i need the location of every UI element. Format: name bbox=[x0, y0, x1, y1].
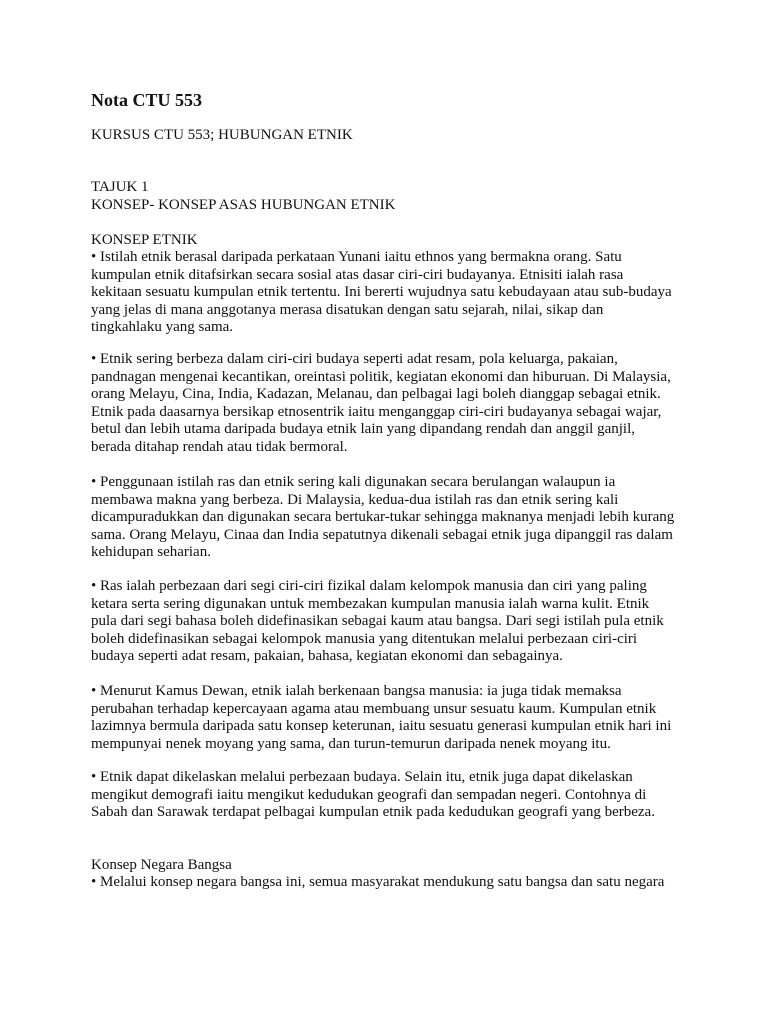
paragraph-3 bbox=[91, 474, 681, 562]
paragraph-line: membawa makna yang berbeza. Di Malaysia, kedua-dua istilah ras dan etnik sering kali bbox=[91, 491, 619, 508]
paragraph-line: budaya seperti adat resam, pakaian, bahasa, kegiatan ekonomi dan sebagainya. bbox=[91, 648, 563, 664]
paragraph-line: Etnik pada daasarnya bersikap etnosentrik iaitu menganggap ciri-ciri budayanya sebagai wajar, bbox=[91, 403, 662, 420]
paragraph-line: mengikut demografi iaitu mengikut kedudukan geografi dan sempadan negeri. Contohnya di bbox=[91, 786, 647, 803]
paragraph-line: perubahan terhadap kepercayaan agama atau membuang unsur sesuatu kaum. Kumpulan etnik bbox=[91, 700, 657, 717]
section2-paragraph: • Melalui konsep negara bangsa ini, semua masyarakat mendukung satu bangsa dan satu negara bbox=[91, 874, 665, 890]
course-title: KURSUS CTU 553; HUBUNGAN ETNIK bbox=[91, 127, 353, 143]
paragraph-line: • Etnik sering berbeza dalam ciri-ciri budaya seperti adat resam, pola keluarga, pakaian, bbox=[91, 351, 618, 367]
paragraph-line: mempunyai nenek moyang yang sama, dan turun-temurun daripada nenek moyang itu. bbox=[91, 735, 611, 752]
paragraph-line: pandnagan mengenai kecantikan, oreintasi politik, kegiatan ekonomi dan hiburuan. Di Malaysia, bbox=[91, 368, 671, 385]
paragraph-4 bbox=[91, 578, 681, 666]
paragraph-line: sama. Orang Melayu, Cinaa dan India sepatutnya dikenali sebagai etnik juga dipanggil ras dalam bbox=[91, 526, 673, 543]
paragraph-line: • Menurut Kamus Dewan, etnik ialah berkenaan bangsa manusia: ia juga tidak memaksa bbox=[91, 683, 622, 699]
paragraph-line: Sabah dan Sarawak terdapat pelbagai kumpulan etnik pada kedudukan geografi yang berbeza. bbox=[91, 804, 655, 820]
paragraph-line: ketara serta sering digunakan untuk membezakan kumpulan manusia ialah warna kulit. Etnik bbox=[91, 595, 650, 612]
tajuk-label: TAJUK 1 bbox=[91, 179, 149, 195]
paragraph-line: tingkahlaku yang sama. bbox=[91, 319, 234, 335]
paragraph-line: • Etnik dapat dikelaskan melalui perbezaan budaya. Selain itu, etnik juga dapat dikelaskan bbox=[91, 769, 633, 785]
section-heading-konsep-negara-bangsa: Konsep Negara Bangsa bbox=[91, 857, 232, 873]
section-heading-konsep-etnik: KONSEP ETNIK bbox=[91, 232, 198, 248]
paragraph-line: lazimnya bermula daripada satu konsep keterunan, iaitu sesuatu generasi kumpulan etnik hari ini bbox=[91, 718, 672, 734]
paragraph-2 bbox=[91, 351, 681, 456]
paragraph-1 bbox=[91, 249, 681, 337]
paragraph-line: dicampuradukkan dan digunakan secara bertukar-tukar sehingga maknanya menjadi lebih kurang bbox=[91, 509, 675, 525]
document-title: Nota CTU 553 bbox=[91, 90, 202, 110]
paragraph-line: yang jelas di mana anggotanya merasa disatukan dengan satu sejarah, nilai, sikap dan bbox=[91, 301, 604, 318]
paragraph-line: • Ras ialah perbezaan dari segi ciri-ciri fizikal dalam kelompok manusia dan ciri yang paling bbox=[91, 578, 647, 594]
paragraph-line: betul dan lebih utama daripada budaya etnik lain yang dipandang rendah dan anggil ganjil, bbox=[91, 421, 635, 437]
paragraph-5 bbox=[91, 683, 681, 753]
tajuk-title: KONSEP- KONSEP ASAS HUBUNGAN ETNIK bbox=[91, 197, 396, 213]
paragraph-line: orang Melayu, Cina, India, Kadazan, Melanau, dan pelbagai lagi boleh dianggap sebagai etnik. bbox=[91, 386, 661, 402]
paragraph-line: boleh didefinasikan sebagai kelompok manusia yang ditentukan melalui perbezaan ciri-ciri bbox=[91, 630, 638, 647]
paragraph-line: pula dari segi bahasa boleh didefinasikan sebagai kaum atau bangsa. Dari segi istilah pula etnik bbox=[91, 613, 664, 629]
paragraph-line: kehidupan seharian. bbox=[91, 544, 211, 560]
paragraph-line: kekitaan sesuatu kumpulan etnik tertentu. Ini bererti wujudnya satu kebudayaan atau sub-budaya bbox=[91, 284, 672, 300]
paragraph-line: berada ditahap rendah atau tidak bermoral. bbox=[91, 438, 348, 455]
paragraph-6 bbox=[91, 769, 681, 822]
paragraph-line: kumpulan etnik ditafsirkan secara sosial atas dasar ciri-ciri budayanya. Etnisiti ialah rasa bbox=[91, 266, 624, 283]
paragraph-line: • Istilah etnik berasal daripada perkataan Yunani iaitu ethnos yang bermakna orang. Satu bbox=[91, 249, 622, 265]
paragraph-line: • Penggunaan istilah ras dan etnik sering kali digunakan secara berulangan walaupun ia bbox=[91, 474, 616, 490]
